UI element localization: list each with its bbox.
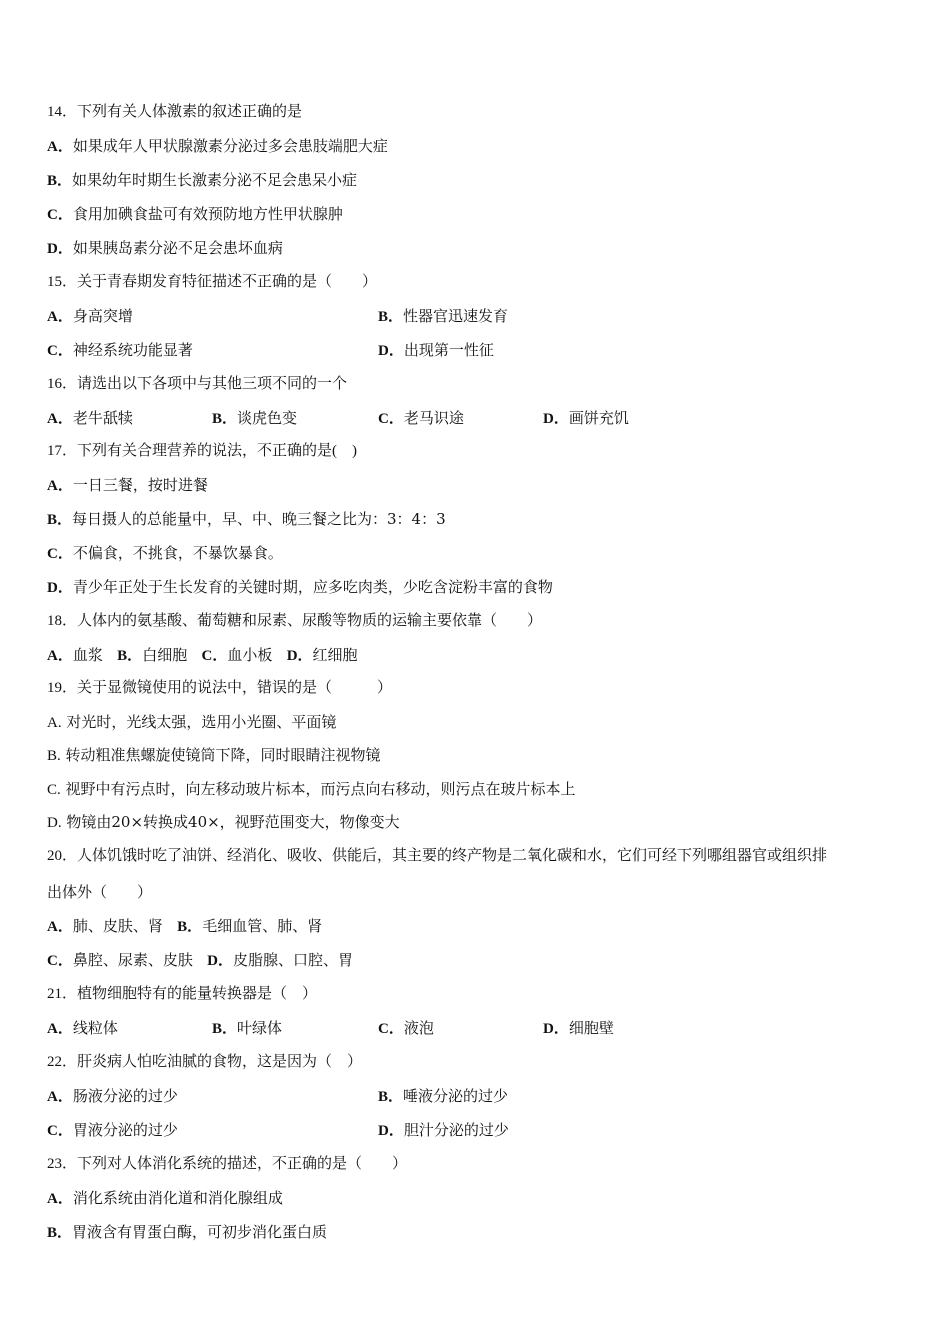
question-18-options: A．血浆 B．白细胞 C．血小板 D．红细胞	[47, 646, 358, 664]
question-17-option-d: D．青少年正处于生长发育的关键时期，应多吃肉类，少吃含淀粉丰富的食物	[47, 578, 553, 596]
question-16-option-b: B．谈虎色变	[212, 409, 298, 427]
question-16-option-a: A．老牛舐犊	[47, 409, 133, 427]
question-23-option-b: B．胃液含有胃蛋白酶，可初步消化蛋白质	[47, 1223, 328, 1241]
question-23-stem: 23．下列对人体消化系统的描述，不正确的是（ ）	[47, 1156, 408, 1172]
question-14-stem: 14．下列有关人体激素的叙述正确的是	[47, 104, 303, 120]
question-21-option-a: A．线粒体	[47, 1019, 118, 1037]
question-15-stem: 15．关于青春期发育特征描述不正确的是（ ）	[47, 274, 378, 290]
question-16-stem: 16．请选出以下各项中与其他三项不同的一个	[47, 376, 348, 392]
question-22-stem: 22．肝炎病人怕吃油腻的食物，这是因为（ ）	[47, 1054, 363, 1070]
question-19-option-d: D. 物镜由20×转换成40×，视野范围变大，物像变大	[47, 813, 400, 831]
question-18-stem: 18．人体内的氨基酸、葡萄糖和尿素、尿酸等物质的运输主要依靠（ ）	[47, 613, 543, 629]
question-17-option-c: C．不偏食，不挑食，不暴饮暴食。	[47, 544, 283, 562]
question-21-option-d: D．细胞壁	[543, 1019, 614, 1037]
question-19-option-b: B. 转动粗准焦螺旋使镜筒下降，同时眼睛注视物镜	[47, 746, 381, 764]
question-14-option-c: C．食用加碘食盐可有效预防地方性甲状腺肿	[47, 205, 343, 223]
question-15-option-d: D．出现第一性征	[378, 341, 494, 359]
question-14-option-b: B．如果幼年时期生长激素分泌不足会患呆小症	[47, 171, 358, 189]
question-14-option-d: D．如果胰岛素分泌不足会患坏血病	[47, 239, 283, 257]
question-21-option-c: C．液泡	[378, 1019, 434, 1037]
question-17-option-a: A．一日三餐，按时进餐	[47, 476, 208, 494]
question-16-option-c: C．老马识途	[378, 409, 464, 427]
question-17-stem: 17．下列有关合理营养的说法，不正确的是( )	[47, 443, 357, 459]
question-23-option-a: A．消化系统由消化道和消化腺组成	[47, 1189, 283, 1207]
question-16-option-d: D．画饼充饥	[543, 409, 629, 427]
question-15-option-a: A．身高突增	[47, 307, 133, 325]
question-21-option-b: B．叶绿体	[212, 1019, 283, 1037]
question-20-stem-line1: 20．人体饥饿时吃了油饼、经消化、吸收、供能后，其主要的终产物是二氧化碳和水，它们可经下列哪组器官或组织排	[47, 848, 828, 864]
question-22-option-d: D．胆汁分泌的过少	[378, 1121, 509, 1139]
question-20-options-cd: C．鼻腔、尿素、皮肤 D．皮脂腺、口腔、胃	[47, 951, 354, 969]
question-14-option-a: A．如果成年人甲状腺激素分泌过多会患肢端肥大症	[47, 137, 388, 155]
question-22-option-a: A．肠液分泌的过少	[47, 1087, 178, 1105]
question-20-stem-line2: 出体外（ ）	[47, 883, 153, 901]
question-21-stem: 21．植物细胞特有的能量转换器是（ ）	[47, 986, 318, 1002]
question-17-option-b: B．每日摄人的总能量中，早、中、晚三餐之比为：3：4：3	[47, 510, 446, 528]
question-22-option-c: C．胃液分泌的过少	[47, 1121, 178, 1139]
question-15-option-c: C．神经系统功能显著	[47, 341, 193, 359]
question-19-stem: 19．关于显微镜使用的说法中，错误的是（ ）	[47, 680, 393, 696]
question-19-option-c: C. 视野中有污点时，向左移动玻片标本，而污点向右移动，则污点在玻片标本上	[47, 780, 576, 798]
question-15-option-b: B．性器官迅速发育	[378, 307, 509, 325]
question-20-options-ab: A．肺、皮肤、肾 B．毛细血管、肺、肾	[47, 917, 323, 935]
question-19-option-a: A. 对光时，光线太强，选用小光圈、平面镜	[47, 713, 337, 731]
question-22-option-b: B．唾液分泌的过少	[378, 1087, 509, 1105]
